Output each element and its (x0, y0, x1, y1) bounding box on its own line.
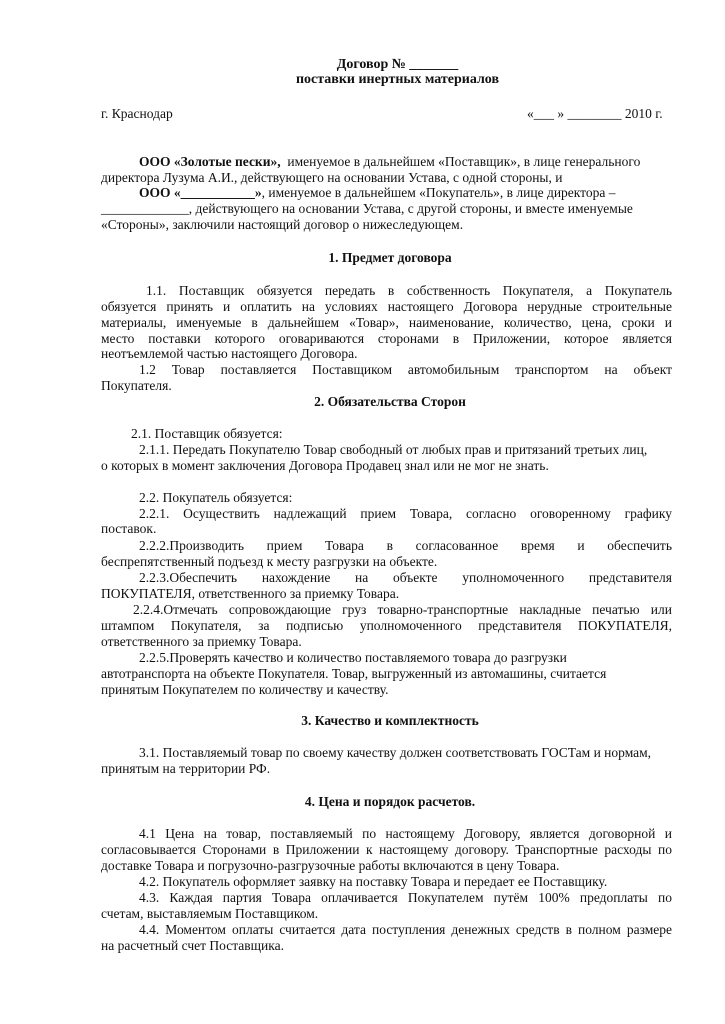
section-1-heading: 1. Предмет договора (328, 250, 452, 265)
paragraph-line: на расчетный счет Поставщика. (101, 938, 285, 953)
paragraph-line: доставке Товара и погрузочно-разгрузочные работы включаются в цену Товара. (101, 858, 560, 873)
parties-line-5: «Стороны», заключили настоящий договор о нижеследующем. (101, 217, 464, 232)
paragraph-line: о которых в момент заключения Договора Продавец знал или не мог не знать. (101, 458, 549, 473)
contract-date: «___ » ________ 2010 г. (527, 106, 663, 121)
paragraph-line: принятым Покупателем по количеству и качеству. (101, 682, 389, 697)
paragraph-line: счетам, выставляемым Поставщиком. (101, 906, 319, 921)
paragraph-line: 4.2. Покупатель оформляет заявку на поставку Товара и передает ее Поставщику. (139, 874, 608, 889)
contract-subtitle: поставки инертных материалов (295, 72, 500, 87)
paragraph-line: обязуется принять и оплатить на условиях настоящего Договора нерудные строительные (101, 299, 672, 314)
paragraph-line: 4.4. Моментом оплаты считается дата поступления денежных средств в полном размере (139, 922, 672, 937)
paragraph-line: 1.2 Товар поставляется Поставщиком автомобильным транспортом на объект (139, 362, 672, 377)
paragraph-line: поставок. (101, 521, 157, 536)
paragraph-line: 3.1. Поставляемый товар по своему качеству должен соответствовать ГОСТам и нормам, (139, 745, 652, 760)
paragraph-line: штампом Покупателя, за подписью уполномоченного представителя ПОКУПАТЕЛЯ, (101, 618, 672, 633)
parties-line-2: директора Лузума А.И., действующего на основании Устава, с одной стороны, и (101, 170, 563, 185)
city: г. Краснодар (101, 106, 173, 121)
paragraph-line: материалы, именуемые в дальнейшем «Товар», наименование, количество, цена, сроки и (101, 315, 672, 330)
contract-title: Договор № _______ (336, 57, 459, 72)
supplier-name: ООО «Золотые пески», (139, 154, 281, 169)
section-3-heading: 3. Качество и комплектность (301, 713, 479, 728)
paragraph-line: автотранспорта на объекте Покупателя. Товар, выгруженный из автомашины, считается (101, 666, 607, 681)
section-4-heading: 4. Цена и порядок расчетов. (304, 794, 476, 809)
paragraph-line: беспрепятственный подъезд к месту разгрузки на объекте. (101, 554, 438, 569)
paragraph-line: Покупателя. (101, 378, 172, 393)
paragraph-line: 4.1 Цена на товар, поставляемый по настоящему Договору, является договорной и (139, 826, 672, 841)
buyer-name: ООО «___________» (139, 185, 262, 200)
paragraph-line: 2.2.2.Производить прием Товара в согласованное время и обеспечить (139, 538, 672, 553)
paragraph-line: согласовывается Сторонами в Приложении к настоящему договору. Транспортные расходы по (101, 842, 672, 857)
section-2-heading: 2. Обязательства Сторон (314, 394, 466, 409)
paragraph-line: неотъемлемой частью настоящего Договора. (101, 346, 358, 361)
parties-text: именуемое в дальнейшем «Поставщик», в лице генерального (287, 154, 641, 169)
paragraph-line: ответственного за приемку Товара. (101, 634, 302, 649)
paragraph-line: 2.2.3.Обеспечить нахождение на объекте уполномоченного представителя (139, 570, 672, 585)
paragraph-line: 1.1. Поставщик обязуется передать в собственность Покупателя, а Покупатель (146, 283, 672, 298)
paragraph-line: 2.2.4.Отмечать сопровождающие груз товарно-транспортные накладные печатью или (133, 602, 672, 617)
parties-text: , именуемое в дальнейшем «Покупатель», в лице директора – (261, 185, 616, 200)
paragraph-line: 2.2.5.Проверять качество и количество поставляемого товара до разгрузки (139, 650, 567, 665)
paragraph-line: принятым на территории РФ. (101, 761, 271, 776)
parties-line-3 (139, 185, 616, 201)
clause-2-2: 2.2. Покупатель обязуется: (139, 490, 293, 505)
paragraph-line: 4.3. Каждая партия Товара оплачивается Покупателем путём 100% предоплаты по (139, 890, 672, 905)
paragraph-line: 2.1.1. Передать Покупателю Товар свободный от любых прав и притязаний третьих лиц, (139, 442, 648, 457)
paragraph-line: место поставки которого оговариваются сторонами в Приложении, которое является (101, 331, 672, 346)
paragraph-line: 2.2.1. Осуществить надлежащий прием Товара, согласно оговоренному графику (139, 506, 672, 521)
parties-line-4: _____________, действующего на основании Устава, с другой стороны, и вместе именуемые (101, 201, 633, 216)
clause-2-1: 2.1. Поставщик обязуется: (131, 426, 283, 441)
parties-line-1 (139, 154, 640, 170)
paragraph-line: ПОКУПАТЕЛЯ, ответственного за приемку Товара. (101, 586, 400, 601)
